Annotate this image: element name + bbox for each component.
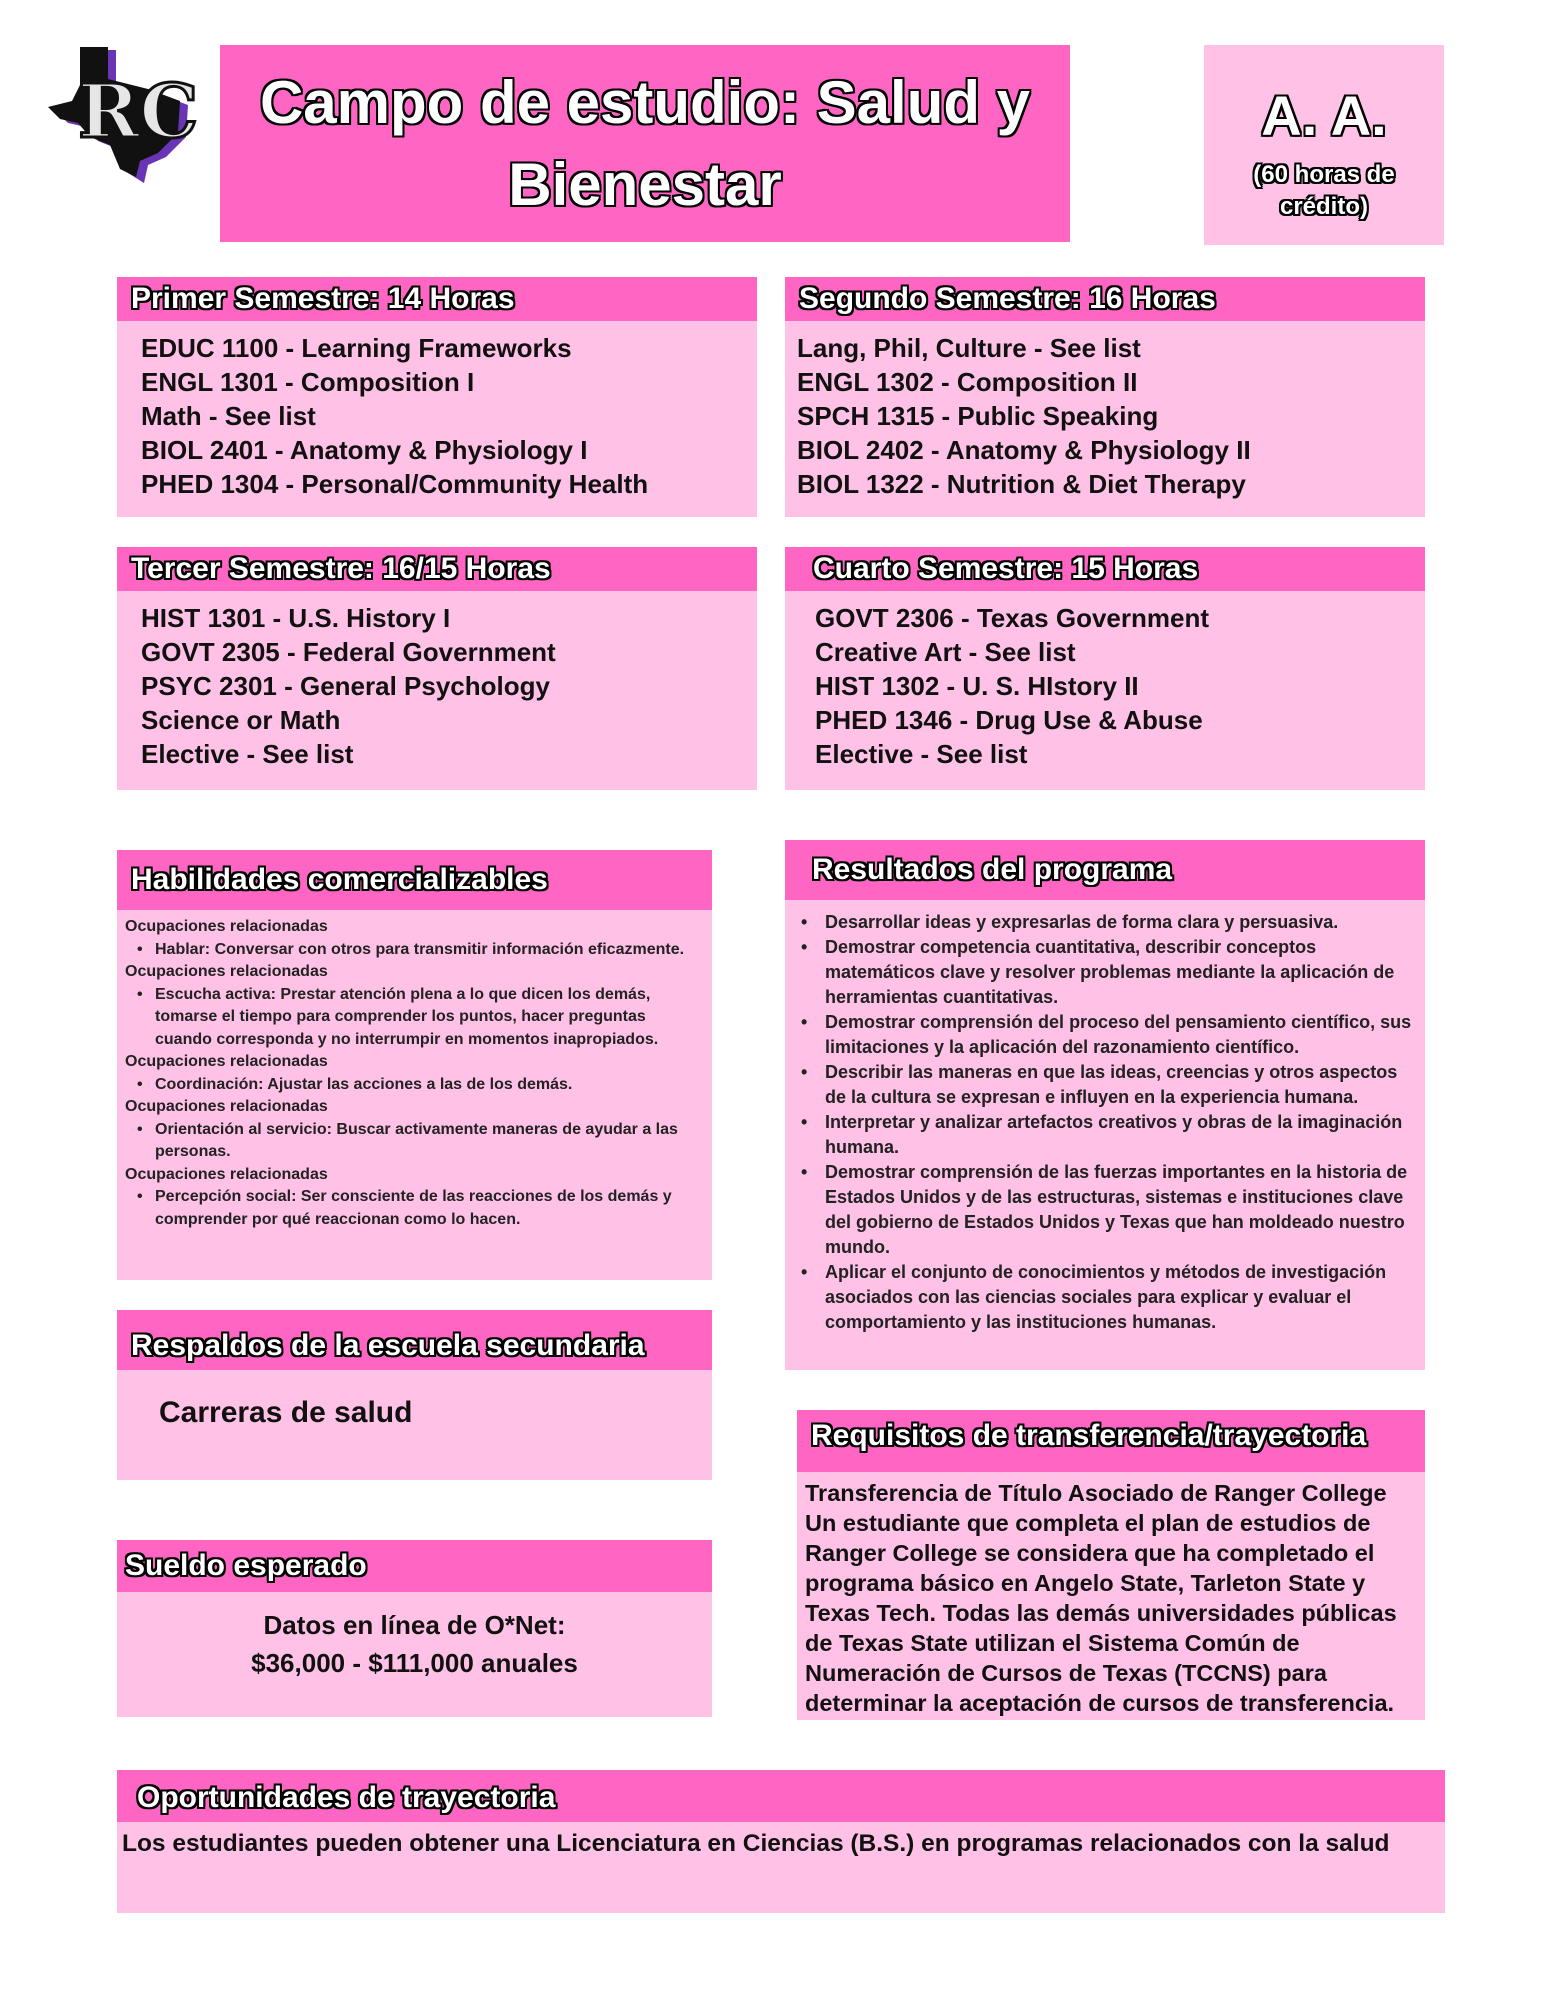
outcome-item: • Aplicar el conjunto de conocimientos y métodos de investigación asociados con las ciencias sociales para explicar y evaluar el comportamiento y las instituciones humanas. — [825, 1260, 1417, 1335]
skill-item: • Orientación al servicio: Buscar activamente maneras de ayudar a las personas. — [125, 1119, 704, 1164]
course-item: PHED 1304 - Personal/Community Health — [141, 469, 649, 499]
pathway-heading: Oportunidades de trayectoria — [137, 1781, 556, 1814]
skills-heading: Habilidades comercializables — [131, 863, 548, 896]
endorsements-header — [117, 1310, 712, 1370]
pathway-text: Los estudiantes pueden obtener una Licenciatura en Ciencias (B.S.) en programas relacionados con la salud — [122, 1830, 1390, 1857]
course-item: HIST 1301 - U.S. History I — [141, 603, 451, 633]
skill-group-label: Ocupaciones relacionadas — [125, 1098, 328, 1115]
semester-heading: Primer Semestre: 14 Horas — [131, 282, 515, 315]
skill-group-label: Ocupaciones relacionadas — [125, 1165, 328, 1183]
outcomes-header — [785, 840, 1425, 900]
skill-item: • Escucha activa: Prestar atención plena a lo que dicen los demás, tomarse el tiempo para comprender los puntos, hacer preguntas cuando corresponda y no interrumpir en momentos inapropiados. — [125, 984, 704, 1052]
semester-panel-2 — [785, 277, 1425, 517]
semester-header — [117, 277, 757, 321]
degree-box — [1204, 45, 1444, 245]
semester-panel-1 — [117, 277, 757, 517]
course-item: GOVT 2305 - Federal Government — [141, 637, 556, 667]
course-item: BIOL 2402 - Anatomy & Physiology II — [797, 435, 1251, 465]
course-item: HIST 1302 - U. S. HIstory II — [815, 671, 1139, 701]
transfer-header — [797, 1410, 1425, 1472]
semester-header — [785, 547, 1425, 591]
outcome-item: • Interpretar y analizar artefactos creativos y obras de la imaginación humana. — [825, 1110, 1417, 1160]
endorsements-panel — [117, 1310, 712, 1480]
semester-heading: Tercer Semestre: 16/15 Horas — [131, 552, 551, 585]
semester-heading: Cuarto Semestre: 15 Horas — [813, 552, 1199, 585]
salary-body — [117, 1592, 712, 1682]
course-item: PSYC 2301 - General Psychology — [141, 671, 550, 701]
title-banner — [220, 45, 1070, 242]
ranger-college-logo — [48, 45, 198, 185]
semester-panel-3 — [117, 547, 757, 790]
skill-group-label: Ocupaciones relacionadas — [125, 1053, 328, 1070]
page-title: Campo de estudio: Salud y Bienestar — [259, 68, 1031, 218]
endorsements-heading: Respaldos de la escuela secundaria — [131, 1329, 645, 1362]
endorsement-value: Carreras de salud — [159, 1396, 413, 1429]
course-item: ENGL 1302 - Composition II — [797, 367, 1138, 397]
course-item: Creative Art - See list — [815, 637, 1076, 667]
course-item: PHED 1346 - Drug Use & Abuse — [815, 705, 1203, 735]
salary-header — [117, 1540, 712, 1592]
skill-item: • Percepción social: Ser consciente de las reacciones de los demás y comprender por qué reaccionan como lo hacen. — [125, 1186, 704, 1231]
semester-panel-4 — [785, 547, 1425, 790]
semester-header — [117, 547, 757, 591]
course-item: Elective - See list — [815, 739, 1028, 769]
outcome-item: • Demostrar comprensión de las fuerzas importantes en la historia de Estados Unidos y de las estructuras, sistemas e instituciones clave del gobierno de Estados Unidos y Texas que han moldeado nuestro mundo. — [825, 1160, 1417, 1260]
salary-source: Datos en línea de O*Net: — [263, 1610, 566, 1640]
salary-panel — [117, 1540, 712, 1717]
outcome-item: • Describir las maneras en que las ideas, creencias y otros aspectos de la cultura se expresan e influyen en la experiencia humana. — [825, 1060, 1417, 1110]
skills-header — [117, 850, 712, 910]
skills-list — [117, 910, 712, 1231]
outcome-item: • Desarrollar ideas y expresarlas de forma clara y persuasiva. — [825, 910, 1417, 935]
course-list — [117, 591, 757, 771]
outcomes-heading: Resultados del programa — [812, 853, 1173, 886]
semester-heading: Segundo Semestre: 16 Horas — [799, 282, 1216, 315]
pathway-header — [117, 1770, 1445, 1822]
course-item: SPCH 1315 - Public Speaking — [797, 401, 1159, 431]
skill-group-label: Ocupaciones relacionadas — [125, 918, 328, 935]
degree-title: A. A. — [1261, 84, 1387, 147]
skill-item: • Hablar: Conversar con otros para transmitir información eficazmente. — [125, 939, 704, 962]
skill-item: • Coordinación: Ajustar las acciones a las de los demás. — [125, 1074, 704, 1097]
semester-header — [785, 277, 1425, 321]
course-item: GOVT 2306 - Texas Government — [815, 603, 1209, 633]
program-outcomes-panel — [785, 840, 1425, 1370]
course-item: Elective - See list — [141, 739, 354, 769]
outcome-item: • Demostrar comprensión del proceso del pensamiento científico, sus limitaciones y la aplicación del razonamiento científico. — [825, 1010, 1417, 1060]
salary-heading: Sueldo esperado — [125, 1549, 367, 1582]
course-item: BIOL 2401 - Anatomy & Physiology I — [141, 435, 588, 465]
course-item: BIOL 1322 - Nutrition & Diet Therapy — [797, 469, 1246, 499]
course-item: Science or Math — [141, 705, 341, 735]
course-item: Math - See list — [141, 401, 316, 431]
degree-hours: (60 horas de crédito) — [1253, 161, 1395, 220]
course-list — [117, 321, 757, 501]
transfer-text: Transferencia de Título Asociado de Ranger College Un estudiante que completa el plan de estudios de Ranger College se considera que ha completado el programa básico en Angelo State, Tarleton State y Texas Tech. Todas las demás universidades públicas de Texas State utilizan el Sistema Común de Numeración de Cursos de Texas (TCCNS) para determinar la aceptación de cursos de transferencia. — [805, 1480, 1397, 1716]
course-item: EDUC 1100 - Learning Frameworks — [141, 333, 572, 363]
transfer-requirements-panel — [797, 1410, 1425, 1720]
logo-letter-r: RC — [78, 69, 198, 155]
transfer-heading: Requisitos de transferencia/trayectoria — [811, 1419, 1367, 1452]
course-item: Lang, Phil, Culture - See list — [797, 333, 1141, 363]
outcomes-list — [785, 900, 1425, 1335]
course-item: ENGL 1301 - Composition I — [141, 367, 475, 397]
outcome-item: • Demostrar competencia cuantitativa, describir conceptos matemáticos clave y resolver problemas mediante la aplicación de herramientas cuantitativas. — [825, 935, 1417, 1010]
skill-group-label: Ocupaciones relacionadas — [125, 963, 328, 980]
marketable-skills-panel — [117, 850, 712, 1280]
course-list — [785, 321, 1425, 501]
salary-range: $36,000 - $111,000 anuales — [251, 1648, 578, 1678]
pathway-opportunities-panel — [117, 1770, 1445, 1913]
course-list — [785, 591, 1425, 771]
